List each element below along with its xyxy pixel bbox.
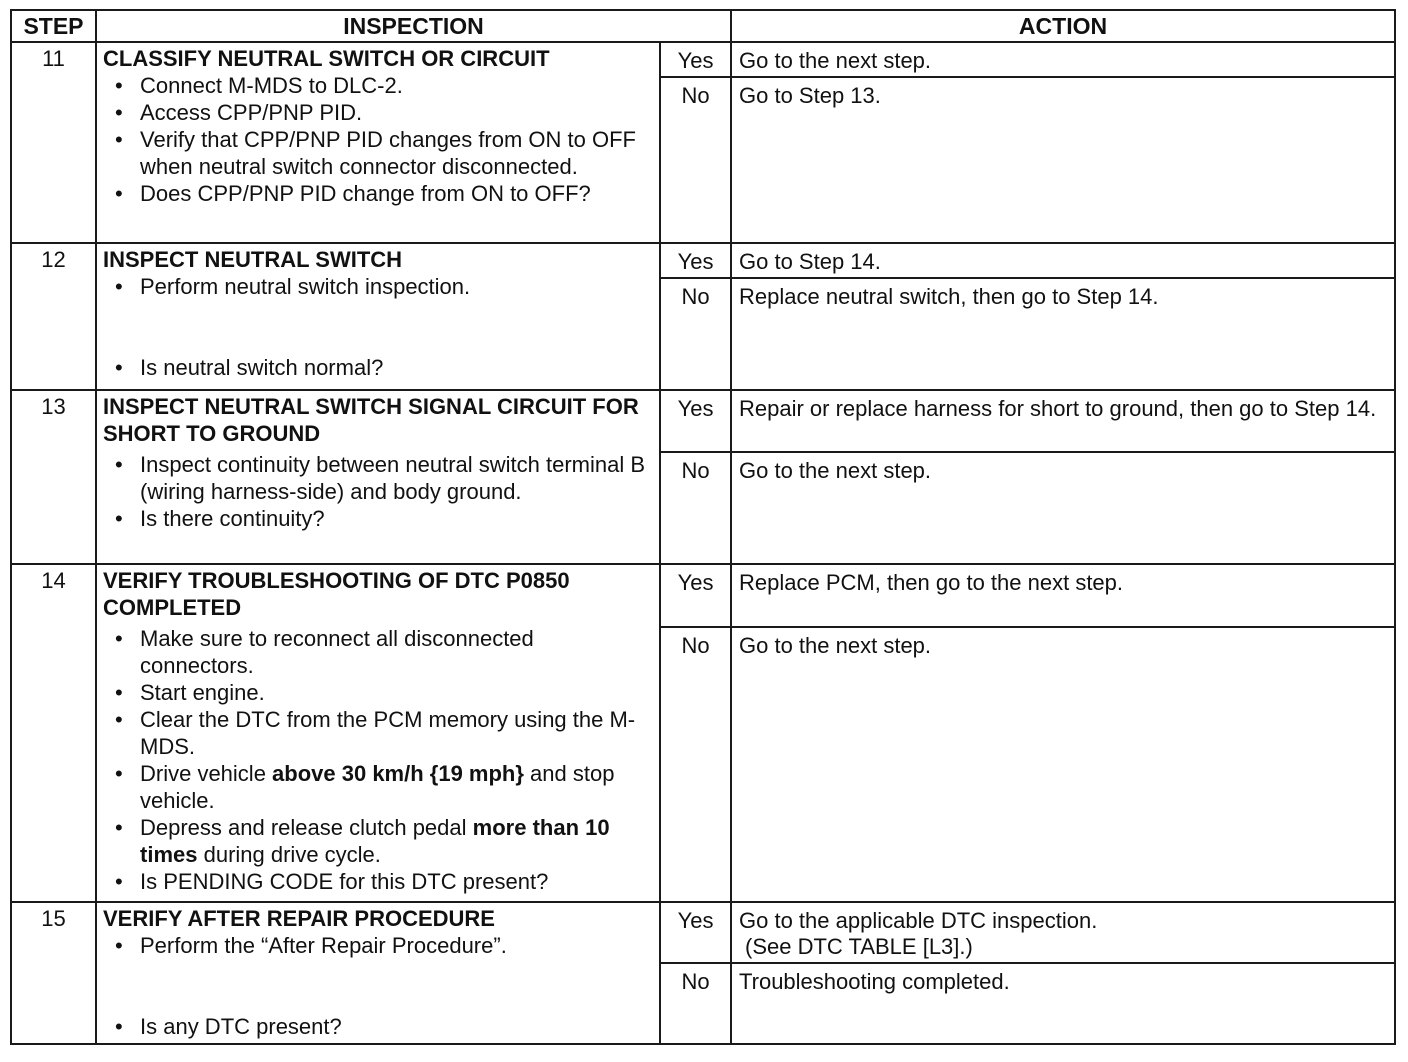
no-action: Go to the next step. (731, 452, 1395, 564)
step-title: VERIFY TROUBLESHOOTING OF DTC P0850 COMPLETED (103, 568, 570, 620)
no-label: No (660, 77, 731, 243)
step-15-yes-row (11, 902, 1395, 963)
yes-label: Yes (660, 564, 731, 627)
step-number: 12 (11, 243, 96, 390)
no-action: Go to Step 13. (731, 77, 1395, 243)
yes-action: Replace PCM, then go to the next step. (731, 564, 1395, 627)
step-items (103, 451, 653, 532)
clutch-text-post: during drive cycle. (197, 842, 381, 867)
list-item: • Perform neutral switch inspection. (103, 273, 653, 300)
yes-action: Repair or replace harness for short to ground, then go to Step 14. (731, 390, 1395, 452)
drive-speed: above 30 km/h {19 mph} (272, 761, 524, 786)
header-row (11, 10, 1395, 42)
step-title: VERIFY AFTER REPAIR PROCEDURE (103, 906, 495, 931)
step-14-yes-row (11, 564, 1395, 627)
list-item: • Perform the “After Repair Procedure”. (103, 932, 653, 959)
list-item: • Clear the DTC from the PCM memory using the M-MDS. (103, 706, 653, 760)
drive-text-post: and stop vehicle. (140, 761, 615, 813)
header-action: ACTION (731, 10, 1395, 42)
step-15-inspection (96, 902, 660, 1044)
header-inspection: INSPECTION (96, 10, 731, 42)
step-number: 14 (11, 564, 96, 902)
list-item: • Is any DTC present? (103, 1013, 653, 1040)
list-item: • Is there continuity? (103, 505, 653, 532)
list-item: • Make sure to reconnect all disconnected connectors. (103, 625, 653, 679)
yes-action: Go to the next step. (731, 42, 1395, 77)
no-label: No (660, 452, 731, 564)
step-number: 15 (11, 902, 96, 1044)
yes-action: Go to Step 14. (731, 243, 1395, 278)
step-items (103, 625, 653, 895)
yes-label: Yes (660, 42, 731, 77)
step-12-inspection (96, 243, 660, 390)
yes-action-line-2: (See DTC TABLE [L3].) (745, 934, 973, 959)
troubleshooting-table (10, 9, 1396, 1045)
drive-text-pre: Drive vehicle (140, 761, 273, 786)
list-item: • Verify that CPP/PNP PID changes from ON to OFF when neutral switch connector disconnected. (103, 126, 653, 180)
step-14-inspection (96, 564, 660, 902)
step-items (103, 72, 653, 207)
no-label: No (660, 278, 731, 390)
step-12-yes-row (11, 243, 1395, 278)
step-11-yes-row (11, 42, 1395, 77)
no-action: Replace neutral switch, then go to Step 14. (731, 278, 1395, 390)
yes-label: Yes (660, 902, 731, 963)
list-item (103, 814, 653, 868)
step-11-inspection (96, 42, 660, 243)
list-item (103, 760, 653, 814)
step-title: INSPECT NEUTRAL SWITCH (103, 247, 403, 272)
step-number: 11 (11, 42, 96, 243)
list-item: • Does CPP/PNP PID change from ON to OFF? (103, 180, 653, 207)
step-items (103, 273, 653, 381)
list-item: • Is PENDING CODE for this DTC present? (103, 868, 653, 895)
list-item: • Access CPP/PNP PID. (103, 99, 653, 126)
step-title: INSPECT NEUTRAL SWITCH SIGNAL CIRCUIT FOR SHORT TO GROUND (103, 394, 639, 446)
step-13-inspection (96, 390, 660, 564)
yes-label: Yes (660, 243, 731, 278)
yes-label: Yes (660, 390, 731, 452)
yes-action-line-1: Go to the applicable DTC inspection. (739, 908, 1098, 933)
step-number: 13 (11, 390, 96, 564)
no-action: Troubleshooting completed. (731, 963, 1395, 1044)
no-action: Go to the next step. (731, 627, 1395, 902)
no-label: No (660, 627, 731, 902)
no-label: No (660, 963, 731, 1044)
yes-action (731, 902, 1395, 963)
list-item: • Inspect continuity between neutral switch terminal B (wiring harness-side) and body ground. (103, 451, 653, 505)
step-title: CLASSIFY NEUTRAL SWITCH OR CIRCUIT (103, 46, 550, 71)
header-step: STEP (11, 10, 96, 42)
list-item: • Connect M-MDS to DLC-2. (103, 72, 653, 99)
clutch-count: more than 10 times (140, 815, 610, 867)
list-item: • Is neutral switch normal? (103, 354, 653, 381)
step-13-yes-row (11, 390, 1395, 452)
list-item: • Start engine. (103, 679, 653, 706)
clutch-text-pre: Depress and release clutch pedal (140, 815, 473, 840)
step-items (103, 932, 653, 1040)
